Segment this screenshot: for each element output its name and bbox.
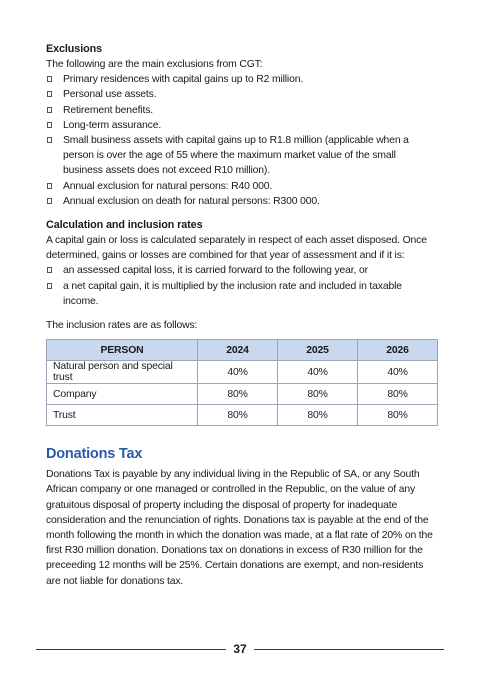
- footer-rule-right: [254, 649, 444, 650]
- square-bullet-icon: [47, 107, 52, 113]
- inclusion-rates-table: [46, 339, 438, 426]
- donations-body: Donations Tax is payable by any individual living in the Republic of SA, or any South African company or one managed or controlled in the Republic, on the value of any gratuitous disposal of property including the disposal of property for inadequate consideration and the renunciation of rights. Donations tax is payable at the end of the month following the month in which the donation was made, at a flat rate of 20% on the first R30 million donation. Donations tax on donations in excess of R30 million for the preceeding 12 months will be 25%. Certain donations are exempt, and non-residents are not liable for donations tax.: [46, 469, 433, 587]
- calculation-list: [46, 263, 438, 309]
- list-item: a net capital gain, it is multiplied by the inclusion rate and included in taxable income.: [46, 279, 438, 309]
- rate-cell: 80%: [358, 405, 438, 426]
- table-row: [47, 384, 438, 405]
- square-bullet-icon: [47, 137, 52, 143]
- spacer: [46, 209, 438, 218]
- footer-rule-left: [36, 649, 226, 650]
- exclusions-heading: Exclusions: [46, 43, 103, 55]
- list-item: an assessed capital loss, it is carried forward to the following year, or: [46, 263, 438, 278]
- rate-cell: 80%: [358, 384, 438, 405]
- square-bullet-icon: [47, 198, 52, 204]
- calculation-intro: A capital gain or loss is calculated separately in respect of each asset disposed. Once determined, gains or losses are combined for that year of assessment and if it is:: [46, 235, 427, 262]
- row-label: Natural person and special trust: [47, 361, 198, 384]
- list-item: Small business assets with capital gains up to R1.8 million (applicable when a person is over the age of 55 where the maximum market value of the small business assets does not exceed R10 million).: [46, 133, 438, 179]
- list-item: Retirement benefits.: [46, 103, 438, 118]
- list-item: Annual exclusion for natural persons: R40 000.: [46, 179, 438, 194]
- page-number: 37: [233, 642, 247, 656]
- spacer: [46, 426, 438, 445]
- header-2025: 2025: [278, 340, 358, 361]
- table-row: [47, 361, 438, 384]
- page-content: [46, 42, 438, 589]
- donations-heading: Donations Tax: [46, 446, 143, 463]
- calculation-heading: Calculation and inclusion rates: [46, 219, 203, 232]
- rate-cell: 40%: [278, 361, 358, 384]
- square-bullet-icon: [47, 122, 52, 128]
- rate-cell: 80%: [278, 384, 358, 405]
- exclusions-intro: The following are the main exclusions from CGT:: [46, 59, 263, 70]
- rate-cell: 80%: [198, 384, 278, 405]
- square-bullet-icon: [47, 283, 52, 289]
- header-2024: 2024: [198, 340, 278, 361]
- rate-cell: 40%: [198, 361, 278, 384]
- table-row: [47, 405, 438, 426]
- header-2026: 2026: [358, 340, 438, 361]
- rates-intro: The inclusion rates are as follows:: [46, 320, 198, 332]
- table-header-row: [47, 340, 438, 361]
- square-bullet-icon: [47, 267, 52, 273]
- list-item: Primary residences with capital gains up to R2 million.: [46, 72, 438, 87]
- spacer: [46, 309, 438, 318]
- square-bullet-icon: [47, 76, 52, 82]
- header-person: PERSON: [47, 340, 198, 361]
- list-item: Long-term assurance.: [46, 118, 438, 133]
- row-label: Company: [47, 384, 198, 405]
- row-label: Trust: [47, 405, 198, 426]
- rate-cell: 40%: [358, 361, 438, 384]
- rate-cell: 80%: [198, 405, 278, 426]
- page-footer: [36, 641, 444, 657]
- list-item: Annual exclusion on death for natural persons: R300 000.: [46, 194, 438, 209]
- exclusions-list: [46, 72, 438, 209]
- square-bullet-icon: [47, 183, 52, 189]
- list-item: Personal use assets.: [46, 87, 438, 102]
- square-bullet-icon: [47, 91, 52, 97]
- rate-cell: 80%: [278, 405, 358, 426]
